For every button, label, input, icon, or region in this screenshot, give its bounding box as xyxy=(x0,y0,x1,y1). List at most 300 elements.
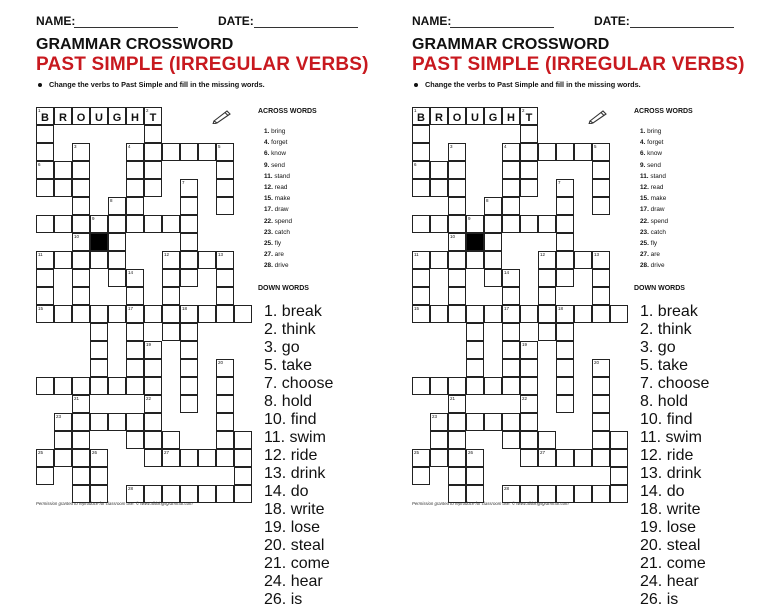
crossword-cell[interactable] xyxy=(126,143,144,161)
crossword-cell[interactable] xyxy=(502,197,520,215)
crossword-cell[interactable] xyxy=(502,305,520,323)
crossword-cell[interactable] xyxy=(448,143,466,161)
crossword-cell[interactable] xyxy=(144,107,162,125)
crossword-cell[interactable] xyxy=(610,431,628,449)
crossword-cell[interactable] xyxy=(592,143,610,161)
crossword-cell[interactable] xyxy=(216,395,234,413)
crossword-cell[interactable] xyxy=(592,485,610,503)
crossword-cell[interactable] xyxy=(36,107,54,125)
crossword-cell[interactable] xyxy=(72,251,90,269)
crossword-cell[interactable] xyxy=(610,449,628,467)
crossword-cell[interactable] xyxy=(466,449,484,467)
crossword-cell[interactable] xyxy=(90,305,108,323)
crossword-cell[interactable] xyxy=(216,179,234,197)
crossword-cell[interactable] xyxy=(162,251,180,269)
crossword-cell[interactable] xyxy=(592,413,610,431)
cell-number: 21 xyxy=(74,396,80,401)
crossword-cell[interactable] xyxy=(484,233,502,251)
crossword-cell[interactable] xyxy=(430,377,448,395)
crossword-cell[interactable] xyxy=(126,269,144,287)
crossword-cell[interactable] xyxy=(90,215,108,233)
clue-item xyxy=(640,227,744,238)
crossword-cell[interactable] xyxy=(180,449,198,467)
crossword-cell[interactable] xyxy=(198,449,216,467)
crossword-cell[interactable] xyxy=(448,233,466,251)
crossword-cell[interactable] xyxy=(180,341,198,359)
crossword-cell[interactable] xyxy=(126,197,144,215)
crossword-cell[interactable] xyxy=(162,287,180,305)
clue-item xyxy=(264,393,368,411)
crossword-cell[interactable] xyxy=(502,377,520,395)
crossword-cell[interactable] xyxy=(144,431,162,449)
crossword-cell[interactable] xyxy=(430,449,448,467)
crossword-cell[interactable] xyxy=(162,449,180,467)
crossword-cell[interactable] xyxy=(610,485,628,503)
crossword-cell[interactable] xyxy=(234,467,252,485)
crossword-cell[interactable] xyxy=(126,107,144,125)
crossword-cell[interactable] xyxy=(448,107,466,125)
crossword-cell[interactable] xyxy=(466,215,484,233)
crossword-cell[interactable] xyxy=(126,287,144,305)
crossword-cell[interactable] xyxy=(556,251,574,269)
crossword-cell[interactable] xyxy=(180,143,198,161)
crossword-cell[interactable] xyxy=(72,377,90,395)
crossword-cell[interactable] xyxy=(216,251,234,269)
crossword-cell[interactable] xyxy=(198,143,216,161)
crossword-cell[interactable] xyxy=(162,323,180,341)
crossword-grid xyxy=(412,107,628,492)
crossword-cell[interactable] xyxy=(484,377,502,395)
crossword-cell[interactable] xyxy=(90,323,108,341)
crossword-cell[interactable] xyxy=(502,287,520,305)
crossword-cell[interactable] xyxy=(198,305,216,323)
clue-word: draw xyxy=(274,206,289,214)
crossword-cell[interactable] xyxy=(144,305,162,323)
crossword-cell[interactable] xyxy=(538,305,556,323)
crossword-cell[interactable] xyxy=(162,269,180,287)
crossword-cell[interactable] xyxy=(216,287,234,305)
crossword-cell[interactable] xyxy=(574,305,592,323)
crossword-cell[interactable] xyxy=(574,251,592,269)
crossword-cell[interactable] xyxy=(430,107,448,125)
crossword-cell[interactable] xyxy=(54,377,72,395)
crossword-cell[interactable] xyxy=(36,143,54,161)
crossword-cell[interactable] xyxy=(216,449,234,467)
clue-word: drive xyxy=(274,262,289,270)
crossword-cell[interactable] xyxy=(556,305,574,323)
crossword-cell[interactable] xyxy=(556,395,574,413)
crossword-cell[interactable] xyxy=(592,431,610,449)
crossword-cell[interactable] xyxy=(592,377,610,395)
crossword-cell[interactable] xyxy=(466,251,484,269)
crossword-cell[interactable] xyxy=(412,179,430,197)
crossword-cell[interactable] xyxy=(412,449,430,467)
crossword-cell[interactable] xyxy=(180,269,198,287)
crossword-cell[interactable] xyxy=(216,359,234,377)
crossword-cell[interactable] xyxy=(216,161,234,179)
crossword-cell[interactable] xyxy=(412,251,430,269)
crossword-cell[interactable] xyxy=(234,449,252,467)
crossword-cell[interactable] xyxy=(520,413,538,431)
crossword-cell[interactable] xyxy=(36,269,54,287)
crossword-cell[interactable] xyxy=(126,161,144,179)
crossword-cell[interactable] xyxy=(448,449,466,467)
crossword-cell[interactable] xyxy=(538,215,556,233)
clue-number: 12. xyxy=(264,447,291,464)
crossword-cell[interactable] xyxy=(412,107,430,125)
crossword-cell[interactable] xyxy=(574,143,592,161)
crossword-cell[interactable] xyxy=(144,341,162,359)
crossword-cell[interactable] xyxy=(180,197,198,215)
crossword-cell[interactable] xyxy=(72,467,90,485)
crossword-cell[interactable] xyxy=(144,359,162,377)
clue-item xyxy=(640,519,744,537)
crossword-cell[interactable] xyxy=(126,359,144,377)
crossword-cell[interactable] xyxy=(90,341,108,359)
clue-item xyxy=(640,483,744,501)
crossword-cell[interactable] xyxy=(556,233,574,251)
crossword-cell[interactable] xyxy=(108,251,126,269)
crossword-cell[interactable] xyxy=(412,161,430,179)
crossword-cell[interactable] xyxy=(520,107,538,125)
crossword-cell[interactable] xyxy=(520,305,538,323)
crossword-cell[interactable] xyxy=(538,143,556,161)
crossword-cell[interactable] xyxy=(36,449,54,467)
crossword-cell[interactable] xyxy=(538,449,556,467)
crossword-cell[interactable] xyxy=(72,449,90,467)
crossword-cell[interactable] xyxy=(90,359,108,377)
crossword-cell[interactable] xyxy=(484,305,502,323)
crossword-cell[interactable] xyxy=(36,179,54,197)
crossword-cell[interactable] xyxy=(72,287,90,305)
crossword-cell[interactable] xyxy=(430,431,448,449)
crossword-cell[interactable] xyxy=(556,359,574,377)
crossword-cell[interactable] xyxy=(54,305,72,323)
crossword-cell[interactable] xyxy=(72,143,90,161)
instruction xyxy=(412,80,641,89)
crossword-cell[interactable] xyxy=(126,305,144,323)
crossword-cell[interactable] xyxy=(180,323,198,341)
crossword-cell[interactable] xyxy=(180,377,198,395)
crossword-cell[interactable] xyxy=(592,251,610,269)
crossword-cell[interactable] xyxy=(574,485,592,503)
crossword-cell[interactable] xyxy=(448,395,466,413)
crossword-cell[interactable] xyxy=(610,305,628,323)
crossword-cell[interactable] xyxy=(126,179,144,197)
crossword-cell[interactable] xyxy=(538,323,556,341)
crossword-cell[interactable] xyxy=(36,215,54,233)
crossword-cell[interactable] xyxy=(556,269,574,287)
crossword-cell[interactable] xyxy=(54,449,72,467)
crossword-cell[interactable] xyxy=(502,161,520,179)
crossword-cell[interactable] xyxy=(72,305,90,323)
crossword-cell[interactable] xyxy=(108,107,126,125)
crossword-cell[interactable] xyxy=(36,467,54,485)
clue-number: 1. xyxy=(264,303,282,320)
crossword-cell[interactable] xyxy=(430,179,448,197)
crossword-cell[interactable] xyxy=(430,413,448,431)
crossword-cell[interactable] xyxy=(520,395,538,413)
crossword-cell[interactable] xyxy=(72,233,90,251)
clue-item xyxy=(264,519,368,537)
crossword-cell[interactable] xyxy=(180,179,198,197)
crossword-cell[interactable] xyxy=(412,287,430,305)
crossword-cell[interactable] xyxy=(180,395,198,413)
crossword-cell[interactable] xyxy=(592,359,610,377)
crossword-cell[interactable] xyxy=(448,377,466,395)
crossword-cell[interactable] xyxy=(180,251,198,269)
clue-word: hold xyxy=(657,393,689,410)
cell-letter: B xyxy=(41,112,49,124)
crossword-cell[interactable] xyxy=(234,305,252,323)
crossword-cell[interactable] xyxy=(538,269,556,287)
crossword-cell[interactable] xyxy=(502,143,520,161)
crossword-cell[interactable] xyxy=(126,377,144,395)
crossword-cell[interactable] xyxy=(216,143,234,161)
crossword-cell[interactable] xyxy=(126,323,144,341)
crossword-cell[interactable] xyxy=(108,233,126,251)
crossword-cell[interactable] xyxy=(592,449,610,467)
crossword-cell[interactable] xyxy=(520,449,538,467)
crossword-cell[interactable] xyxy=(126,431,144,449)
crossword-cell[interactable] xyxy=(216,305,234,323)
crossword-cell[interactable] xyxy=(412,125,430,143)
clue-item xyxy=(264,148,368,159)
crossword-cell[interactable] xyxy=(502,269,520,287)
crossword-cell[interactable] xyxy=(162,215,180,233)
crossword-cell[interactable] xyxy=(72,179,90,197)
cell-number: 4 xyxy=(504,144,507,149)
clue-item xyxy=(264,483,368,501)
worksheet-title: GRAMMAR CROSSWORD xyxy=(412,36,610,53)
crossword-cell[interactable] xyxy=(144,215,162,233)
crossword-cell[interactable] xyxy=(448,413,466,431)
crossword-cell[interactable] xyxy=(144,143,162,161)
crossword-cell[interactable] xyxy=(502,413,520,431)
crossword-cell[interactable] xyxy=(180,215,198,233)
clue-word: steal xyxy=(666,537,701,554)
crossword-cell[interactable] xyxy=(144,413,162,431)
crossword-cell[interactable] xyxy=(234,431,252,449)
crossword-cell[interactable] xyxy=(54,107,72,125)
crossword-cell[interactable] xyxy=(108,215,126,233)
crossword-cell[interactable] xyxy=(520,125,538,143)
crossword-cell[interactable] xyxy=(502,107,520,125)
crossword-cell[interactable] xyxy=(216,377,234,395)
crossword-cell[interactable] xyxy=(144,125,162,143)
crossword-cell[interactable] xyxy=(144,377,162,395)
crossword-cell[interactable] xyxy=(484,413,502,431)
crossword-cell[interactable] xyxy=(54,215,72,233)
crossword-cell[interactable] xyxy=(234,485,252,503)
crossword-cell[interactable] xyxy=(198,251,216,269)
crossword-cell[interactable] xyxy=(556,197,574,215)
crossword-cell[interactable] xyxy=(448,305,466,323)
crossword-cell[interactable] xyxy=(556,449,574,467)
crossword-cell[interactable] xyxy=(556,179,574,197)
crossword-cell[interactable] xyxy=(90,107,108,125)
crossword-cell[interactable] xyxy=(54,413,72,431)
crossword-cell[interactable] xyxy=(412,269,430,287)
crossword-cell[interactable] xyxy=(502,215,520,233)
crossword-cell[interactable] xyxy=(144,161,162,179)
crossword-cell[interactable] xyxy=(72,413,90,431)
crossword-cell[interactable] xyxy=(502,359,520,377)
cell-number: 15 xyxy=(414,306,420,311)
crossword-cell[interactable] xyxy=(90,467,108,485)
crossword-cell[interactable] xyxy=(412,467,430,485)
crossword-cell[interactable] xyxy=(430,251,448,269)
crossword-cell[interactable] xyxy=(502,341,520,359)
crossword-cell[interactable] xyxy=(126,341,144,359)
crossword-cell[interactable] xyxy=(448,287,466,305)
crossword-cell[interactable] xyxy=(502,431,520,449)
crossword-cell[interactable] xyxy=(556,377,574,395)
crossword-cell[interactable] xyxy=(180,359,198,377)
crossword-cell[interactable] xyxy=(520,143,538,161)
crossword-cell[interactable] xyxy=(90,413,108,431)
crossword-cell[interactable] xyxy=(108,197,126,215)
crossword-cell[interactable] xyxy=(72,431,90,449)
crossword-cell[interactable] xyxy=(466,323,484,341)
crossword-cell[interactable] xyxy=(54,431,72,449)
crossword-cell[interactable] xyxy=(520,431,538,449)
crossword-cell[interactable] xyxy=(72,269,90,287)
crossword-cell[interactable] xyxy=(538,287,556,305)
crossword-cell[interactable] xyxy=(198,485,216,503)
crossword-cell[interactable] xyxy=(162,143,180,161)
crossword-cell[interactable] xyxy=(36,287,54,305)
crossword-cell[interactable] xyxy=(484,107,502,125)
crossword-cell[interactable] xyxy=(36,305,54,323)
crossword-cell[interactable] xyxy=(520,359,538,377)
crossword-cell[interactable] xyxy=(556,323,574,341)
crossword-cell[interactable] xyxy=(216,485,234,503)
crossword-cell[interactable] xyxy=(72,395,90,413)
crossword-cell[interactable] xyxy=(484,215,502,233)
crossword-cell[interactable] xyxy=(448,251,466,269)
crossword-cell[interactable] xyxy=(484,251,502,269)
crossword-cell[interactable] xyxy=(466,305,484,323)
crossword-cell[interactable] xyxy=(556,143,574,161)
crossword-cell[interactable] xyxy=(502,179,520,197)
crossword-cell[interactable] xyxy=(108,269,126,287)
crossword-cell[interactable] xyxy=(538,431,556,449)
crossword-cell[interactable] xyxy=(520,341,538,359)
clue-item xyxy=(264,249,368,260)
crossword-cell[interactable] xyxy=(430,161,448,179)
crossword-cell[interactable] xyxy=(448,215,466,233)
crossword-cell[interactable] xyxy=(72,215,90,233)
crossword-cell[interactable] xyxy=(574,449,592,467)
clue-number: 12. xyxy=(640,183,651,191)
crossword-cell[interactable] xyxy=(54,179,72,197)
crossword-cell[interactable] xyxy=(484,269,502,287)
crossword-cell[interactable] xyxy=(466,341,484,359)
crossword-cell[interactable] xyxy=(466,467,484,485)
crossword-cell[interactable] xyxy=(216,197,234,215)
crossword-cell[interactable] xyxy=(538,251,556,269)
crossword-cell[interactable] xyxy=(556,215,574,233)
crossword-cell[interactable] xyxy=(72,197,90,215)
crossword-cell[interactable] xyxy=(430,215,448,233)
crossword-cell[interactable] xyxy=(448,269,466,287)
crossword-cell[interactable] xyxy=(448,179,466,197)
crossword-cell[interactable] xyxy=(592,197,610,215)
crossword-cell[interactable] xyxy=(448,467,466,485)
cell-number: 2 xyxy=(522,108,525,113)
crossword-cell[interactable] xyxy=(592,269,610,287)
crossword-cell[interactable] xyxy=(216,413,234,431)
crossword-cell[interactable] xyxy=(54,251,72,269)
crossword-cell[interactable] xyxy=(448,197,466,215)
crossword-cell[interactable] xyxy=(466,107,484,125)
crossword-cell[interactable] xyxy=(90,251,108,269)
crossword-cell[interactable] xyxy=(556,341,574,359)
crossword-cell[interactable] xyxy=(90,449,108,467)
crossword-cell[interactable] xyxy=(520,215,538,233)
crossword-cell[interactable] xyxy=(520,161,538,179)
crossword-cell[interactable] xyxy=(466,359,484,377)
crossword-cell[interactable] xyxy=(412,305,430,323)
crossword-cell[interactable] xyxy=(126,215,144,233)
crossword-cell[interactable] xyxy=(216,431,234,449)
crossword-cell[interactable] xyxy=(144,395,162,413)
crossword-cell[interactable] xyxy=(412,215,430,233)
crossword-cell[interactable] xyxy=(216,269,234,287)
crossword-cell[interactable] xyxy=(412,143,430,161)
crossword-cell[interactable] xyxy=(412,377,430,395)
clue-number: 6. xyxy=(640,150,648,158)
crossword-cell[interactable] xyxy=(36,251,54,269)
crossword-cell[interactable] xyxy=(502,323,520,341)
clue-number: 28. xyxy=(264,262,275,270)
crossword-cell[interactable] xyxy=(72,107,90,125)
crossword-cell[interactable] xyxy=(36,161,54,179)
crossword-cell[interactable] xyxy=(430,305,448,323)
crossword-cell[interactable] xyxy=(180,233,198,251)
crossword-cell[interactable] xyxy=(126,413,144,431)
crossword-cell[interactable] xyxy=(108,305,126,323)
crossword-cell[interactable] xyxy=(144,179,162,197)
crossword-cell[interactable] xyxy=(108,413,126,431)
crossword-cell[interactable] xyxy=(54,161,72,179)
crossword-cell[interactable] xyxy=(36,125,54,143)
crossword-cell[interactable] xyxy=(592,161,610,179)
crossword-cell[interactable] xyxy=(466,377,484,395)
crossword-cell[interactable] xyxy=(592,305,610,323)
crossword-cell[interactable] xyxy=(162,431,180,449)
crossword-cell[interactable] xyxy=(180,305,198,323)
crossword-cell[interactable] xyxy=(162,305,180,323)
crossword-cell[interactable] xyxy=(72,161,90,179)
crossword-cell[interactable] xyxy=(592,395,610,413)
crossword-cell[interactable] xyxy=(520,377,538,395)
crossword-cell[interactable] xyxy=(520,179,538,197)
crossword-cell[interactable] xyxy=(484,197,502,215)
crossword-cell[interactable] xyxy=(108,377,126,395)
crossword-cell[interactable] xyxy=(466,413,484,431)
crossword-cell[interactable] xyxy=(592,179,610,197)
crossword-cell[interactable] xyxy=(448,431,466,449)
crossword-cell[interactable] xyxy=(36,377,54,395)
crossword-cell[interactable] xyxy=(448,161,466,179)
clue-item xyxy=(264,375,368,393)
crossword-cell[interactable] xyxy=(90,377,108,395)
crossword-cell[interactable] xyxy=(592,287,610,305)
crossword-cell[interactable] xyxy=(144,449,162,467)
crossword-cell[interactable] xyxy=(610,467,628,485)
